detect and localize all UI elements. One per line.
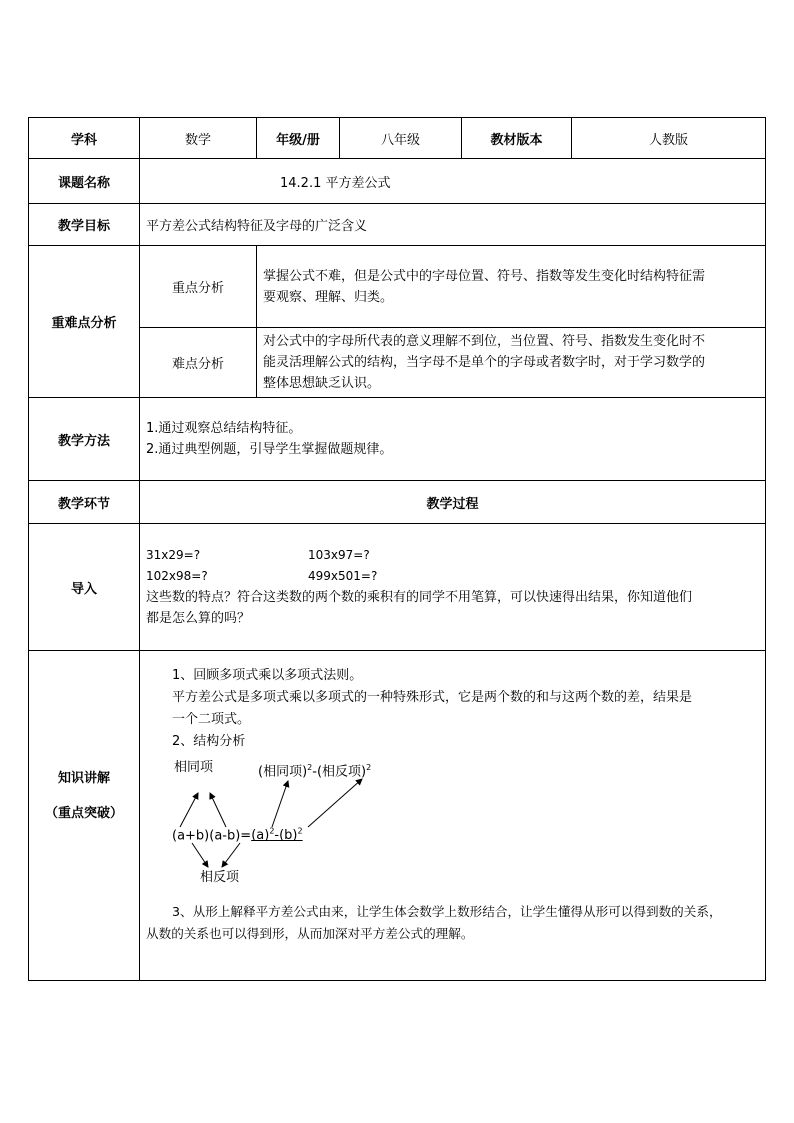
- hard-point-text: [257, 328, 766, 398]
- hard-point-label: 难点分析: [140, 328, 257, 398]
- hard-point-line: 能灵活理解公式的结构，当字母不是单个的字母或者数字时，对于学习数学的: [263, 355, 706, 370]
- header-row: [29, 118, 766, 159]
- method-line: 2.通过典型例题，引导学生掌握做题规律。: [146, 442, 393, 457]
- subject-label: 学科: [29, 118, 140, 159]
- knowledge-content: [140, 651, 766, 981]
- intro-line: 这些数的特点？符合这类数的两个数的乘积有的同学不用笔算，可以快速得出结果，你知道他们: [146, 590, 693, 605]
- knowledge-item-1-line: 平方差公式是多项式乘以多项式的一种特殊形式，它是两个数的和与这两个数的差，结果是: [172, 690, 693, 705]
- intro-label: 导入: [29, 524, 140, 651]
- same-term-label: 相同项: [174, 760, 214, 775]
- topic-value: 14.2.1 平方差公式: [140, 159, 766, 204]
- knowledge-label: 知识讲解: [57, 771, 110, 786]
- structure-diagram: [140, 757, 765, 893]
- intro-expr: 103x97=?: [308, 548, 370, 562]
- key-point-line: 要观察、理解、归类。: [263, 289, 394, 305]
- subject-value: 数学: [140, 118, 257, 159]
- goal-label: 教学目标: [29, 204, 140, 246]
- difficulty-label: 重难点分析: [29, 246, 140, 398]
- process-label: 教学环节: [29, 481, 140, 524]
- method-text: [140, 398, 766, 481]
- intro-expr: 499x501=?: [308, 569, 378, 583]
- hard-point-row: [29, 328, 766, 398]
- formula-bottom: [172, 821, 303, 847]
- goal-row: [29, 204, 766, 246]
- key-point-label: 重点分析: [140, 246, 257, 328]
- opposite-term-label: 相反项: [200, 870, 240, 885]
- goal-value: 平方差公式结构特征及字母的广泛含义: [140, 204, 766, 246]
- method-line: 1.通过观察总结结构特征。: [146, 421, 302, 436]
- intro-line: 都是怎么算的吗？: [146, 611, 251, 626]
- formula-rhs-a: (a): [251, 828, 270, 844]
- arrow-to-top-right: [308, 779, 362, 827]
- knowledge-row: [29, 651, 766, 981]
- square-exp: 2: [366, 763, 372, 772]
- square-exp: 2: [307, 763, 313, 772]
- key-point-text: [257, 246, 766, 328]
- intro-expr: 102x98=?: [146, 569, 208, 583]
- key-point-line: 掌握公式不难，但是公式中的字母位置、符号、指数等发生变化时结构特征需: [263, 268, 706, 284]
- method-row: [29, 398, 766, 481]
- edition-value: 人教版: [572, 118, 766, 159]
- method-label: 教学方法: [29, 398, 140, 481]
- formula-top-b: -(相反项): [312, 764, 367, 780]
- knowledge-item-3-line: 3、从形上解释平方差公式由来，让学生体会数学上数形结合，让学生懂得从形可以得到数的关系，: [172, 904, 722, 919]
- formula-rhs: [251, 828, 302, 843]
- square-exp: 2: [297, 827, 303, 836]
- square-exp: 2: [269, 827, 275, 836]
- formula-lhs: (a+b)(a-b)=: [172, 828, 252, 844]
- formula-top: [258, 757, 371, 783]
- knowledge-label-sub: （重点突破）: [44, 806, 123, 821]
- intro-expr: 31x29=?: [146, 548, 201, 562]
- grade-label: 年级/册: [257, 118, 340, 159]
- lesson-plan-table: [28, 117, 766, 981]
- intro-content: [140, 524, 766, 651]
- grade-value: 八年级: [340, 118, 462, 159]
- intro-expressions: [146, 545, 759, 587]
- hard-point-line: 对公式中的字母所代表的意义理解不到位，当位置、符号、指数发生变化时不: [263, 334, 706, 349]
- knowledge-item-3: [140, 901, 765, 945]
- knowledge-label-cell: [29, 651, 140, 981]
- process-value: 教学过程: [140, 481, 766, 524]
- knowledge-item-2: 2、结构分析: [172, 734, 246, 749]
- topic-row: [29, 159, 766, 204]
- knowledge-item-1-line: 一个二项式。: [172, 712, 251, 727]
- knowledge-item-3-line: 从数的关系也可以得到形，从而加深对平方差公式的理解。: [146, 926, 474, 941]
- knowledge-item-1: 1、回顾多项式乘以多项式法则。: [172, 668, 363, 683]
- formula-top-a: (相同项): [258, 764, 308, 780]
- topic-label: 课题名称: [29, 159, 140, 204]
- hard-point-line: 整体思想缺乏认识。: [263, 376, 381, 391]
- process-header-row: [29, 481, 766, 524]
- intro-row: [29, 524, 766, 651]
- edition-label: 教材版本: [462, 118, 572, 159]
- key-point-row: [29, 246, 766, 328]
- formula-rhs-b: -(b): [274, 828, 298, 844]
